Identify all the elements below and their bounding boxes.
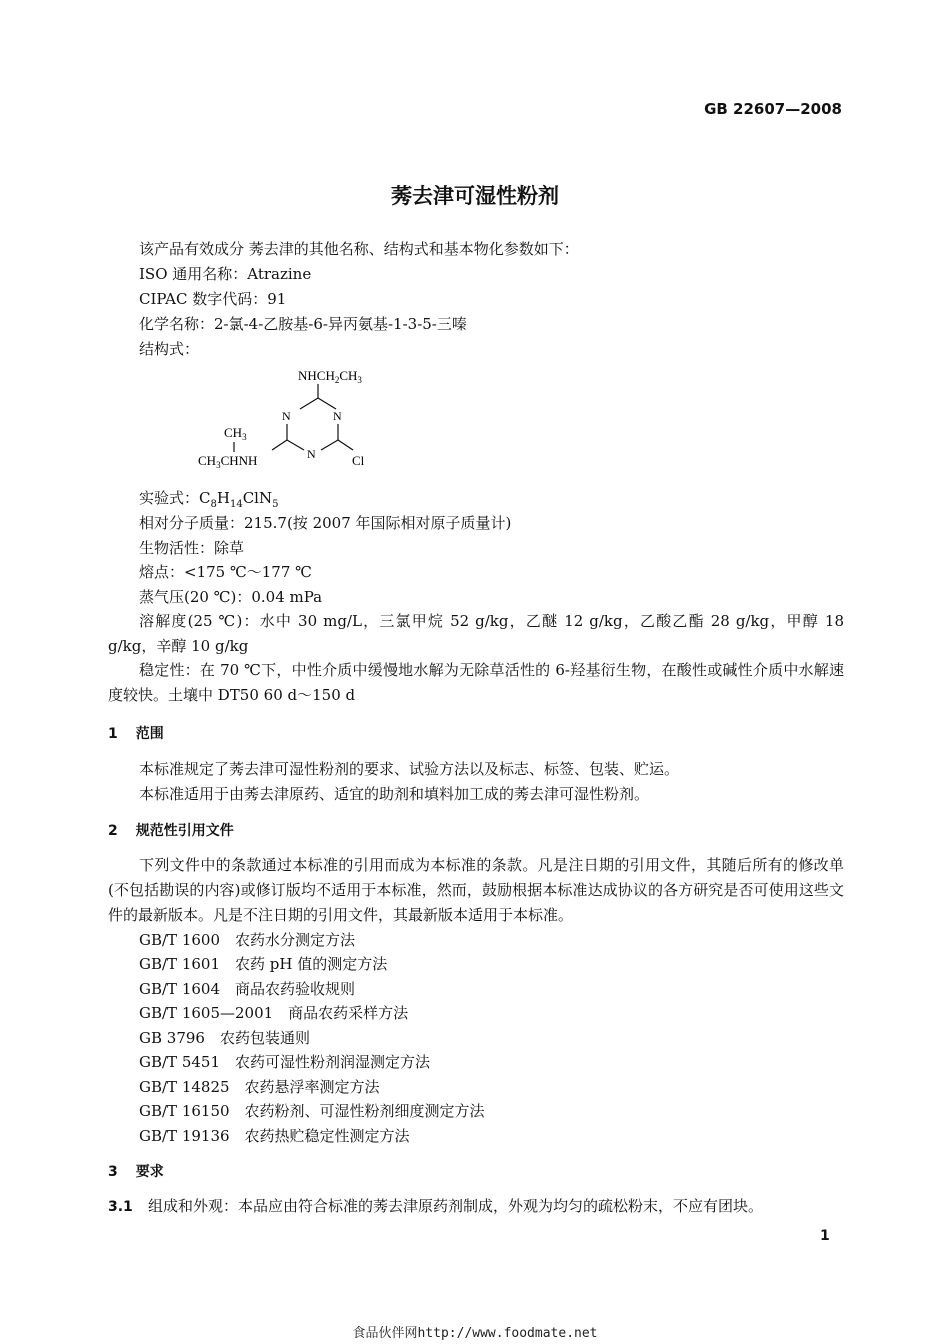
section-title: 范围 xyxy=(135,726,164,742)
normative-references-intro: 下列文件中的条款通过本标准的引用而成为本标准的条款。凡是注日期的引用文件，其随后所有的修改单(不包括勘误的内容)或修订版均不适用于本标准，然而，鼓励根据本标准达成协议的各方研究是否可使用这些文件的最新版本。凡是不注日期的引用文件，其最新版本适用于本标准。 xyxy=(108,856,844,924)
ring-n-bottom: N xyxy=(307,447,316,461)
section-2-heading xyxy=(108,820,234,840)
structure-label: 结构式： xyxy=(139,340,200,358)
reference-item: GB/T 1605—2001 商品农药采样方法 xyxy=(139,1004,409,1022)
section-3-heading xyxy=(108,1161,164,1181)
standard-code: GB 22607—2008 xyxy=(704,100,842,118)
clause-3-1 xyxy=(108,1195,844,1218)
clause-text: 组成和外观：本品应由符合标准的莠去津原药剂制成，外观为均匀的疏松粉末，不应有团块。 xyxy=(148,1197,764,1215)
formula-cl: Cl xyxy=(352,453,365,468)
cipac-code: CIPAC 数字代码：91 xyxy=(139,290,287,308)
iso-name: ISO 通用名称：Atrazine xyxy=(139,265,312,283)
formula-ch3-branch: $CH_3$ xyxy=(224,425,247,442)
bio-activity: 生物活性：除草 xyxy=(139,539,245,557)
scope-paragraph-1: 本标准规定了莠去津可湿性粉剂的要求、试验方法以及标志、标签、包装、贮运。 xyxy=(139,760,680,778)
reference-item: GB/T 1600 农药水分测定方法 xyxy=(139,931,356,949)
ring-n-right: N xyxy=(333,409,342,423)
vapor-pressure: 蒸气压(20 ℃)：0.04 mPa xyxy=(139,588,323,606)
empirical-formula xyxy=(139,487,278,509)
structural-formula xyxy=(190,362,390,472)
formula-top-group: $NHCH_2CH_3$ xyxy=(298,368,362,385)
molecular-mass: 相对分子质量：215.7(按 2007 年国际相对原子质量计) xyxy=(139,514,512,532)
formula-label: 实验式： xyxy=(139,489,200,507)
formula-left-group: $CH_3CHNH$ xyxy=(198,453,258,470)
section-number: 1 xyxy=(108,726,118,742)
reference-item: GB/T 16150 农药粉剂、可湿性粉剂细度测定方法 xyxy=(139,1102,485,1120)
chemical-name: 化学名称：2-氯-4-乙胺基-6-异丙氨基-1-3-5-三嗪 xyxy=(139,315,467,333)
reference-item: GB/T 1601 农药 pH 值的测定方法 xyxy=(139,955,388,973)
melting-point: 熔点：<175 ℃～177 ℃ xyxy=(139,563,312,581)
reference-item: GB/T 19136 农药热贮稳定性测定方法 xyxy=(139,1127,410,1145)
reference-item: GB/T 5451 农药可湿性粉剂润湿测定方法 xyxy=(139,1053,431,1071)
section-title: 要求 xyxy=(135,1164,164,1180)
footer-watermark: 食品伙伴网http://www.foodmate.net xyxy=(352,1326,598,1341)
page-title: 莠去津可湿性粉剂 xyxy=(391,184,559,208)
reference-item: GB/T 1604 商品农药验收规则 xyxy=(139,980,356,998)
reference-item: GB 3796 农药包装通则 xyxy=(139,1029,310,1047)
clause-number: 3.1 xyxy=(108,1199,133,1215)
intro-line: 该产品有效成分 莠去津的其他名称、结构式和基本物化参数如下： xyxy=(139,240,579,258)
section-number: 2 xyxy=(108,823,118,839)
page-number: 1 xyxy=(820,1228,830,1244)
formula-value: $C_8H_{14}ClN_5$ xyxy=(199,489,279,510)
section-number: 3 xyxy=(108,1164,118,1180)
solubility: 溶解度(25 ℃)：水中 30 mg/L，三氯甲烷 52 g/kg，乙醚 12 g/kg，乙酸乙酯 28 g/kg，甲醇 18 g/kg，辛醇 10 g/kg xyxy=(108,612,844,655)
reference-item: GB/T 14825 农药悬浮率测定方法 xyxy=(139,1078,380,1096)
ring-n-left: N xyxy=(282,409,291,423)
section-1-heading xyxy=(108,723,164,743)
scope-paragraph-2: 本标准适用于由莠去津原药、适宜的助剂和填料加工成的莠去津可湿性粉剂。 xyxy=(139,785,650,803)
stability: 稳定性：在 70 ℃下，中性介质中缓慢地水解为无除草活性的 6-羟基衍生物，在酸性或碱性介质中水解速度较快。土壤中 DT50 60 d～150 d xyxy=(108,661,844,704)
section-title: 规范性引用文件 xyxy=(135,823,234,839)
